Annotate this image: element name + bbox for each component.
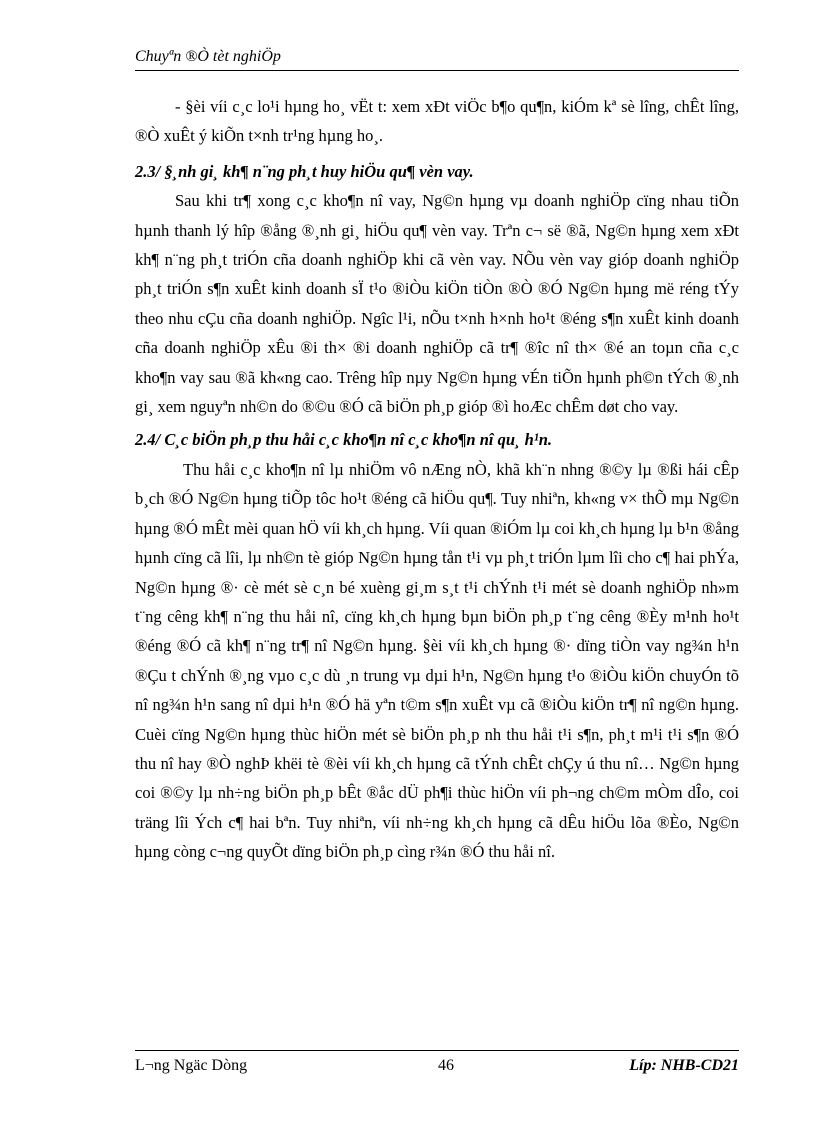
page-content xyxy=(135,92,739,867)
footer-class: Líp: NHB-CD21 xyxy=(629,1057,739,1074)
section-heading-2-4: 2.4/ C¸c biÖn ph¸p thu håi c¸c kho¶n nî c¸c kho¶n nî qu¸ h¹n. xyxy=(135,430,553,450)
footer-page-number: 46 xyxy=(438,1057,454,1074)
paragraph-debt-recovery: Thu håi c¸c kho¶n nî lµ nhiÖm vô nÆng nÒ, khã kh¨n nhng ®©y lµ ®ßi hái cÊp b¸ch ®Ó Ng©n hµng tiÕp tôc ho¹t ®éng cã hiÖu qu¶. Tuy nhiªn, kh«ng v× thÕ mµ Ng©n hµng ®Ó mÊt mèi quan hÖ víi kh¸ch hµng. Víi quan ®iÓm lµ coi kh¸ch hµng lµ b¹n ®ång hµnh cïng cã lîi, lµ nh©n tè gióp Ng©n hµng tån t¹i vµ ph¸t triÓn lµm lîi cho c¶ hai phÝa, Ng©n hµng ®· cè mét sè c¸n bé xuèng gi¸m s¸t t¹i chÝnh t¹i mét sè doanh nghiÖp nh»m t¨ng cêng kh¶ n¨ng thu håi nî, cïng kh¸ch hµng bµn biÖn ph¸p t¨ng cêng ®Èy m¹nh ho¹t ®éng ®Ó cã kh¶ n¨ng tr¶ nî Ng©n hµng. §èi víi kh¸ch hµng ®· dïng tiÒn vay ng¾n h¹n ®Çu t chÝnh ®¸ng vµo c¸c dù ¸n trung vµ dµi h¹n, Ng©n hµng t¹o ®iÒu kiÖn chuyÓn tõ nî ng¾n h¹n sang nî dµi h¹n ®Ó hä yªn t©m s¶n xuÊt vµ cã ®iÒu kiÖn tr¶ nî ng©n hµng. Cuèi cïng Ng©n hµng thùc hiÖn mét sè biÖn ph¸p nh thu håi t¹i s¶n, ph¸t m¹i t¹i s¶n ®Ó thu nî hay ®Ò nghÞ khëi tè ®èi víi kh¸ch hµng cã tÝnh chÊt chÇy ú thu nî… Ng©n hµng coi ®©y lµ nh÷ng biÖn ph¸p bÊt ®åc dÜ ph¶i thùc hiÖn víi ph¬ng ch©m mÒm dÎo, coi träng lîi Ých c¶ hai bªn. Tuy nhiªn, víi nh÷ng kh¸ch hµng cã dÊu hiÖu lõa ®Èo, Ng©n hµng còng c¬ng quyÕt dïng biÖn ph¸p cìng r¾n ®Ó thu håi nî. xyxy=(135,459,739,862)
paragraph-loan-effectiveness: Sau khi tr¶ xong c¸c kho¶n nî vay, Ng©n hµng vµ doanh nghiÖp cïng nhau tiÕn hµnh thanh lý hîp ®ång ®¸nh gi¸ hiÖu qu¶ vèn vay. Trªn c¬ së ®ã, Ng©n hµng xem xÐt kh¶ n¨ng ph¸t triÓn cña doanh nghiÖp khi cã vèn vay. NÕu vèn vay gióp doanh nghiÖp ph¸t triÓn s¶n xuÊt kinh doanh sÏ t¹o ®iÒu kiÖn tiÒn ®Ò ®Ó Ng©n hµng më réng tÝy theo nhu cÇu cña doanh nghiÖp. Ngîc l¹i, nÕu t×nh h×nh ho¹t ®éng s¶n xuÊt kinh doanh cña doanh nghiÖp xÊu ®i th× ®i doanh nghiÖp cã tr¶ ®îc nî th× ®é an toµn cña c¸c kho¶n vay sau ®ã kh«ng cao. Trêng hîp nµy Ng©n hµng vÉn tiÕn hµnh ph©n tÝch ®¸nh gi¸ xem nguyªn nh©n do ®©u ®Ó cã biÖn ph¸p gióp ®ì hoÆc chÊm døt cho vay. xyxy=(135,191,739,417)
footer-author: L¬ng Ngäc Dòng xyxy=(135,1057,248,1074)
section-heading-2-3: 2.3/ §¸nh gi¸ kh¶ n¨ng ph¸t huy hiÖu qu¶ vèn vay. xyxy=(135,161,474,181)
page-header-title: Chuyªn ®Ò tèt nghiÖp xyxy=(135,48,281,65)
header-divider xyxy=(135,70,739,71)
paragraph-goods-inspection: - §èi víi c¸c lo¹i hµng ho¸ vËt t: xem xÐt viÖc b¶o qu¶n, kiÓm kª sè lîng, chÊt lîng, ®Ò xuÊt ý kiÕn t×nh tr¹ng hµng ho¸. xyxy=(135,97,739,146)
footer-divider xyxy=(135,1050,739,1051)
